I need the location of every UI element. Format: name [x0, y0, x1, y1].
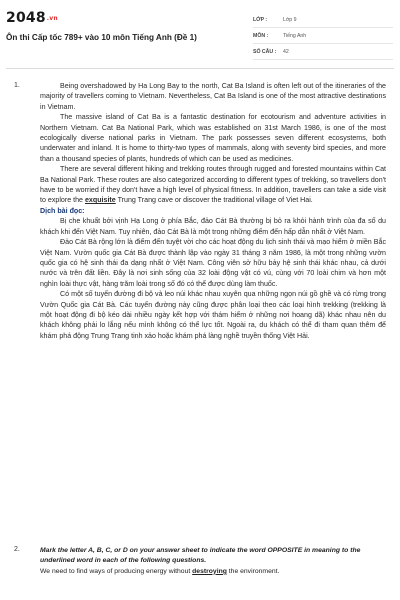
question-sentence: [40, 567, 386, 577]
translation-label: Dịch bài đọc:: [40, 206, 85, 215]
meta-key: SỐ CÂU :: [253, 48, 277, 55]
translation-paragraph-3: Có một số tuyến đường đi bộ và leo núi khác nhau xuyên qua những ngọn núi gồ ghề và có rừng trong Vườn Quốc gia Cát Bà. Các tuyến đường này cũng được phân loại theo các loại hình trekking (trekking là một hoạt động đi bộ kéo dài nhiều ngày kết hợp với thám hiểm ở những nơi hoang dã) khác nhau nên du khách không phải lo lắng nếu mình không có thể lực tốt. Ngoài ra, du khách có thể đi tham quan thêm để khám phá động Trung Trang tinh xảo hoặc khám phá làng nghề truyền thống Việt Hải.: [40, 290, 386, 340]
question-instruction: Mark the letter A, B, C, or D on your answer sheet to indicate the word OPPOSITE in meaning to the underlined word in each of the following questions.: [40, 547, 361, 565]
meta-row-question-count: [253, 44, 393, 60]
passage-paragraph-2: The massive island of Cat Ba is a fantastic destination for ecotourism and adventure activities in Northern Vietnam. Cat Ba National Park, which was established on 31st March 1986, is one of the most ecologically diverse national parks in Vietnam. The park possesses seven different ecosystems, both underwater and inland. It is home to thirty-two types of mammals, along with seventy bird species, and more than a thousand species of plants, hundreds of which can be used as medicines.: [40, 113, 386, 163]
meta-value: 42: [283, 48, 289, 55]
passage-paragraph-3: [40, 164, 386, 206]
logo-suffix: .vn: [46, 14, 58, 22]
site-logo[interactable]: [6, 10, 58, 26]
document-title: Ôn thi Cấp tốc 789+ vào 10 môn Tiếng Anh (Đề 1): [6, 33, 197, 42]
meta-value: Lớp 9: [283, 16, 297, 23]
translation-paragraph-1: Bị che khuất bởi vịnh Hạ Long ở phía Bắc, đảo Cát Bà thường bị bỏ ra khỏi hành trình của đa số du khách khi đến Việt Nam. Tuy nhiên, đảo Cát Bà là một trong những điểm đến hấp dẫn nhất ở Việt Nam.: [40, 217, 386, 236]
meta-info-table: [253, 12, 393, 60]
question-2: [40, 546, 386, 577]
question-number: 2.: [14, 546, 20, 553]
meta-value: Tiếng Anh: [283, 32, 307, 39]
passage-text: Trung Trang cave or discover the traditional village of Viet Hai.: [115, 196, 313, 205]
meta-row-class: [253, 12, 393, 28]
question-1-passage: [40, 81, 386, 341]
meta-key: MÔN :: [253, 32, 269, 39]
sentence-text: the environment.: [226, 567, 280, 575]
meta-key: LỚP :: [253, 16, 268, 23]
header-divider: [6, 68, 394, 69]
translation-block: [40, 216, 386, 341]
passage-paragraph-1: Being overshadowed by Ha Long Bay to the north, Cat Ba Island is often left out of the itineraries of the majority of travellers coming to Vietnam. Nevertheless, Cat Ba Island is one of the most attractive destinations in Vietnam.: [40, 82, 386, 111]
passage-text: There are several different hiking and trekking routes through rugged and forested mountains within Cat Ba National Park. These routes are also categorized according to different types of trekking, so travellers don't have to be worried if they don't have a high level of physical fitness. In addition, travellers can take a side visit to explore the: [40, 165, 386, 205]
sentence-text: We need to find ways of producing energy without: [40, 567, 193, 575]
underlined-keyword: destroying: [192, 567, 227, 575]
underlined-keyword: exquisite: [84, 196, 116, 205]
logo-text: 2048: [6, 10, 46, 26]
question-number: 1.: [14, 82, 20, 89]
meta-row-subject: [253, 28, 393, 44]
page-header: [0, 0, 400, 68]
translation-paragraph-2: Đảo Cát Bà rộng lớn là điểm đến tuyệt vời cho các hoạt động du lịch sinh thái và mạo hiểm ở miền Bắc Việt Nam. Vườn quốc gia Cát Bà được thành lập vào ngày 31 tháng 3 năm 1986, là một trong những vườn quốc gia có hệ sinh thái đa dạng nhất ở Việt Nam. Công viên sở hữu bảy hệ sinh thái khác nhau, cả dưới nước và trên đất liền. Đây là nơi sinh sống của 32 loài động vật có vú, cùng với 70 loài chim và hơn một nghìn loài thực vật, hàng trăm loài trong số đó có thể được dùng làm thuốc.: [40, 238, 386, 288]
